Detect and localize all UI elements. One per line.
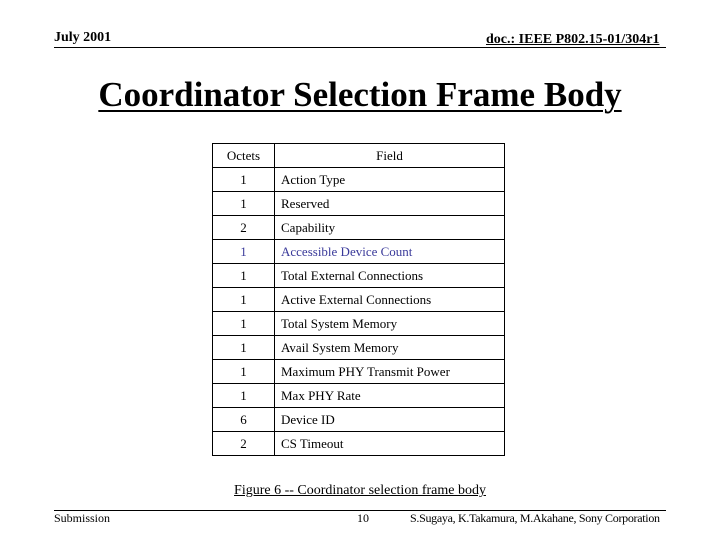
table-row [213,192,505,216]
figure-caption: Figure 6 -- Coordinator selection frame body [234,483,486,498]
table-row [213,360,505,384]
header-divider [54,47,666,48]
octets-cell: 1 [213,168,275,192]
column-header-field: Field [275,144,505,168]
footer-page-number: 10 [357,511,369,525]
header-doc-id: doc.: IEEE P802.15-01/304r1 [486,32,660,47]
field-cell: Capability [275,216,505,240]
octets-cell: 6 [213,408,275,432]
table-row [213,168,505,192]
field-cell: Accessible Device Count [275,240,505,264]
octets-cell: 2 [213,216,275,240]
slide-title: Coordinator Selection Frame Body [98,75,622,114]
field-cell: Device ID [275,408,505,432]
field-cell: Reserved [275,192,505,216]
octets-cell: 1 [213,264,275,288]
octets-cell: 1 [213,360,275,384]
octets-cell: 1 [213,240,275,264]
table-row [213,288,505,312]
field-cell: Max PHY Rate [275,384,505,408]
table-row [213,216,505,240]
octets-cell: 1 [213,336,275,360]
field-cell: Total System Memory [275,312,505,336]
octets-cell: 1 [213,288,275,312]
table-row [213,312,505,336]
column-header-octets: Octets [213,144,275,168]
table-row-highlighted [213,240,505,264]
octets-cell: 1 [213,312,275,336]
table-row [213,264,505,288]
field-cell: Active External Connections [275,288,505,312]
table-row [213,336,505,360]
field-cell: Total External Connections [275,264,505,288]
table-row [213,408,505,432]
footer-authors: S.Sugaya, K.Takamura, M.Akahane, Sony Corporation [410,511,660,525]
field-cell: CS Timeout [275,432,505,456]
table-row [213,432,505,456]
footer-submission: Submission [54,511,111,525]
field-cell: Avail System Memory [275,336,505,360]
table-row [213,384,505,408]
octets-cell: 1 [213,384,275,408]
octets-cell: 2 [213,432,275,456]
table-header-row [213,144,505,168]
header-date: July 2001 [54,30,112,45]
octets-cell: 1 [213,192,275,216]
field-cell: Maximum PHY Transmit Power [275,360,505,384]
field-cell: Action Type [275,168,505,192]
frame-body-table [212,143,505,456]
